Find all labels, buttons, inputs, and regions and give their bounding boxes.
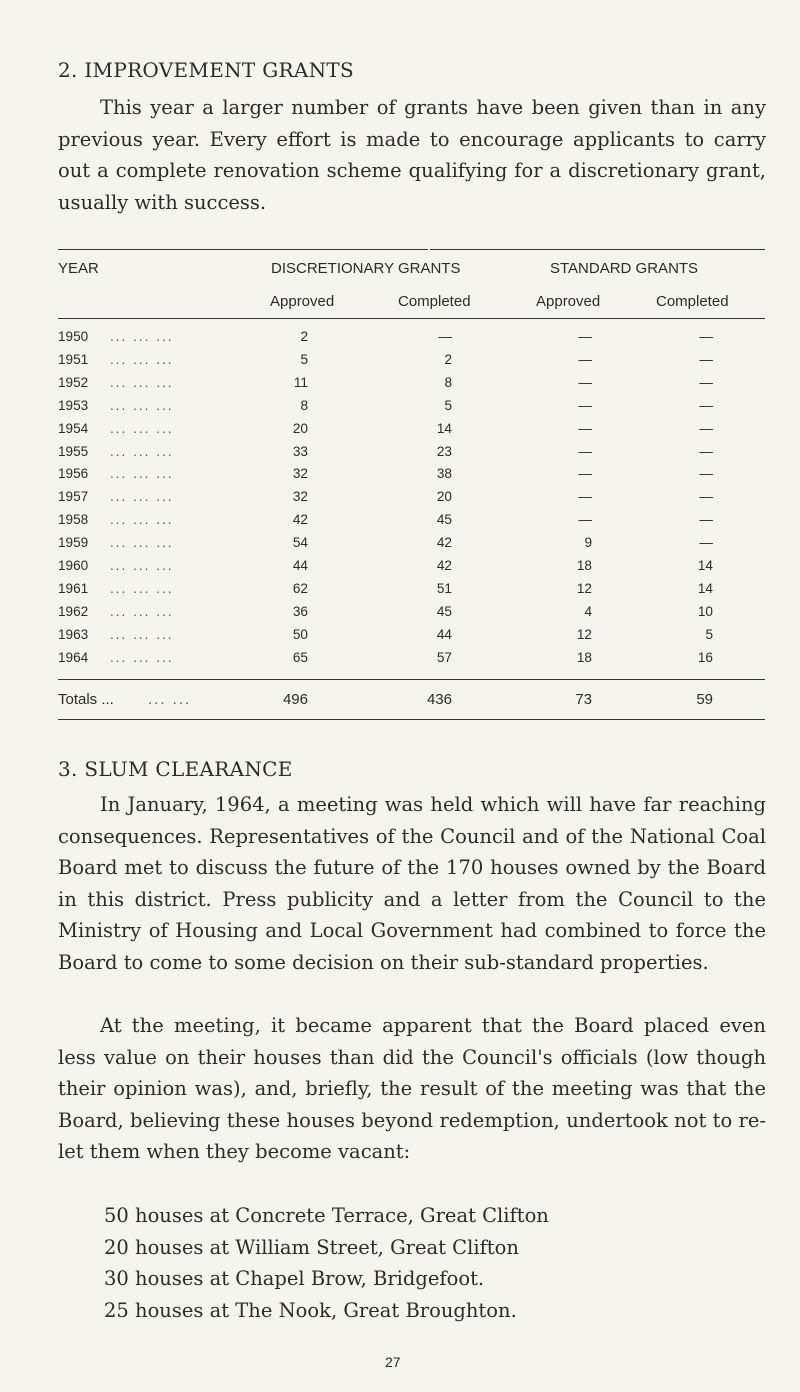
cell-discretionary-approved: 50: [292, 626, 308, 642]
table-row: [58, 558, 765, 580]
cell-discretionary-completed: 20: [436, 489, 452, 505]
row-year: 1962: [58, 603, 89, 619]
row-year: 1957: [58, 489, 89, 505]
row-leader-dots: ... ... ...: [110, 535, 174, 551]
totals-row: [58, 691, 765, 713]
cell-discretionary-completed: 44: [436, 626, 452, 642]
cell-standard-approved: —: [578, 512, 592, 528]
row-leader-dots: ... ... ...: [110, 580, 174, 596]
table-bottom-rule: [58, 719, 765, 720]
cell-standard-approved: 18: [576, 649, 592, 665]
row-leader-dots: ... ... ...: [110, 489, 174, 505]
cell-discretionary-approved: 62: [292, 580, 308, 596]
totals-label: Totals ...: [58, 691, 114, 708]
totals-discretionary-completed: 436: [426, 691, 452, 708]
cell-discretionary-completed: 45: [436, 603, 452, 619]
cell-standard-approved: —: [578, 374, 592, 390]
cell-discretionary-approved: 32: [292, 489, 308, 505]
cell-standard-completed: —: [699, 512, 713, 528]
cell-standard-completed: —: [699, 535, 713, 551]
cell-standard-completed: 14: [697, 580, 713, 596]
header-bottom-rule: [58, 318, 765, 319]
table-row: [58, 512, 765, 534]
cell-standard-approved: —: [578, 420, 592, 436]
table-row: [58, 535, 765, 557]
row-leader-dots: ... ... ...: [110, 558, 174, 573]
cell-discretionary-completed: 5: [444, 397, 452, 413]
cell-standard-completed: —: [699, 489, 713, 505]
subheader-completed-standard: Completed: [656, 293, 729, 310]
header-standard-grants: STANDARD GRANTS: [550, 260, 699, 277]
table-top-rule-right: [430, 249, 765, 250]
totals-standard-approved: 73: [575, 691, 592, 708]
row-leader-dots: ... ... ...: [110, 443, 174, 459]
cell-discretionary-completed: —: [438, 329, 452, 344]
table-row: [58, 627, 765, 649]
list-item: 30 houses at Chapel Brow, Bridgefoot.: [104, 1267, 485, 1290]
row-year: 1952: [58, 374, 89, 390]
cell-discretionary-approved: 42: [292, 512, 308, 528]
houses-list: [104, 1200, 549, 1326]
totals-dots: ... ...: [148, 691, 192, 708]
cell-discretionary-approved: 65: [292, 649, 308, 665]
row-leader-dots: ... ... ...: [110, 397, 174, 413]
subheader-approved-discretionary: Approved: [270, 293, 335, 310]
cell-discretionary-completed: 42: [436, 558, 452, 573]
totals-top-rule: [58, 679, 765, 680]
cell-standard-completed: —: [699, 466, 713, 482]
cell-standard-completed: 16: [697, 649, 713, 665]
header-year: YEAR: [58, 260, 99, 277]
row-year: 1958: [58, 512, 89, 528]
cell-standard-completed: —: [699, 374, 713, 390]
table-row: [58, 329, 765, 351]
cell-standard-approved: 9: [584, 535, 592, 551]
table-row: [58, 604, 765, 626]
page-number: 27: [385, 1354, 401, 1370]
table-row: [58, 398, 765, 420]
table-row: [58, 352, 765, 374]
row-year: 1956: [58, 466, 89, 482]
cell-discretionary-completed: 23: [436, 443, 452, 459]
improvement-grants-paragraph: This year a larger number of grants have been given than in any previous year. Every effort is made to encourage applicants to carry out a complete renovation scheme qualifying for a discretionary grant, usually with success.: [58, 96, 766, 214]
cell-discretionary-completed: 38: [436, 466, 452, 482]
cell-discretionary-completed: 8: [444, 374, 452, 390]
cell-standard-completed: —: [699, 443, 713, 459]
table-row: [58, 489, 765, 511]
header-discretionary-grants: DISCRETIONARY GRANTS: [271, 260, 461, 277]
slum-clearance-paragraph-1: In January, 1964, a meeting was held which will have far reaching consequences. Representatives of the Council and of the National Coal Board met to discuss the future of the 170 houses owned by the Board in this district. Press publicity and a letter from the Council to the Ministry of Housing and Local Government had combined to force the Board to come to some decision on their sub-standard properties.: [58, 793, 766, 974]
slum-clearance-paragraph-2: At the meeting, it became apparent that the Board placed even less value on their houses than did the Council's officials (low though their opinion was), and, briefly, the result of the meeting was that the Board, believing these houses beyond redemption, undertook not to re-let them when they become vacant:: [58, 1014, 766, 1163]
cell-standard-approved: —: [578, 329, 592, 344]
row-leader-dots: ... ... ...: [110, 512, 174, 528]
row-year: 1953: [58, 397, 89, 413]
cell-standard-approved: 4: [584, 603, 592, 619]
cell-discretionary-approved: 2: [300, 329, 308, 344]
cell-discretionary-approved: 11: [293, 374, 308, 390]
cell-discretionary-approved: 8: [300, 397, 308, 413]
totals-standard-completed: 59: [696, 691, 713, 708]
cell-standard-approved: —: [578, 397, 592, 413]
cell-discretionary-completed: 51: [436, 580, 452, 596]
cell-discretionary-approved: 54: [292, 535, 308, 551]
row-year: 1964: [58, 649, 89, 665]
cell-standard-approved: 12: [576, 626, 592, 642]
table-row: [58, 375, 765, 397]
cell-standard-approved: —: [578, 351, 592, 367]
cell-discretionary-completed: 14: [436, 420, 452, 436]
cell-standard-approved: —: [578, 443, 592, 459]
cell-standard-completed: 5: [705, 626, 713, 642]
row-year: 1963: [58, 626, 89, 642]
table-row: [58, 650, 765, 672]
subheader-approved-standard: Approved: [536, 293, 601, 310]
cell-discretionary-approved: 20: [292, 420, 308, 436]
row-year: 1959: [58, 535, 89, 551]
row-leader-dots: ... ... ...: [110, 374, 174, 390]
cell-standard-approved: 18: [576, 558, 592, 573]
cell-discretionary-approved: 36: [292, 603, 308, 619]
row-year: 1951: [58, 351, 89, 367]
subheader-completed-discretionary: Completed: [398, 293, 471, 310]
cell-discretionary-approved: 5: [300, 351, 308, 367]
cell-discretionary-completed: 45: [436, 512, 452, 528]
cell-standard-approved: —: [578, 466, 592, 482]
table-top-rule: [58, 249, 428, 250]
row-year: 1950: [58, 329, 89, 344]
cell-standard-approved: —: [578, 489, 592, 505]
table-row: [58, 466, 765, 488]
cell-discretionary-completed: 42: [436, 535, 452, 551]
cell-discretionary-approved: 44: [292, 558, 308, 573]
row-leader-dots: ... ... ...: [110, 351, 174, 367]
cell-discretionary-completed: 2: [444, 351, 452, 367]
row-leader-dots: ... ... ...: [110, 603, 174, 619]
row-leader-dots: ... ... ...: [110, 329, 174, 344]
row-leader-dots: ... ... ...: [110, 649, 174, 665]
cell-standard-completed: 14: [697, 558, 713, 573]
list-item: 25 houses at The Nook, Great Broughton.: [104, 1298, 517, 1322]
table-row: [58, 581, 765, 603]
cell-discretionary-approved: 33: [292, 443, 308, 459]
list-item: 50 houses at Concrete Terrace, Great Clifton: [104, 1204, 549, 1227]
row-leader-dots: ... ... ...: [110, 420, 174, 436]
section-heading-slum-clearance: 3. SLUM CLEARANCE: [58, 757, 293, 781]
row-year: 1955: [58, 443, 89, 459]
cell-discretionary-approved: 32: [292, 466, 308, 482]
row-year: 1960: [58, 558, 89, 573]
table-row: [58, 421, 765, 443]
cell-standard-completed: —: [699, 329, 713, 344]
table-row: [58, 444, 765, 466]
totals-discretionary-approved: 496: [282, 691, 308, 708]
row-leader-dots: ... ... ...: [110, 466, 174, 482]
cell-standard-approved: 12: [576, 580, 592, 596]
row-year: 1954: [58, 420, 89, 436]
row-year: 1961: [58, 580, 89, 596]
cell-discretionary-completed: 57: [436, 649, 452, 665]
section-heading-improvement-grants: 2. IMPROVEMENT GRANTS: [58, 58, 355, 82]
cell-standard-completed: —: [699, 420, 713, 436]
row-leader-dots: ... ... ...: [110, 626, 174, 642]
cell-standard-completed: —: [699, 397, 713, 413]
cell-standard-completed: 10: [697, 603, 713, 619]
list-item: 20 houses at William Street, Great Clifton: [104, 1235, 519, 1259]
cell-standard-completed: —: [699, 351, 713, 367]
